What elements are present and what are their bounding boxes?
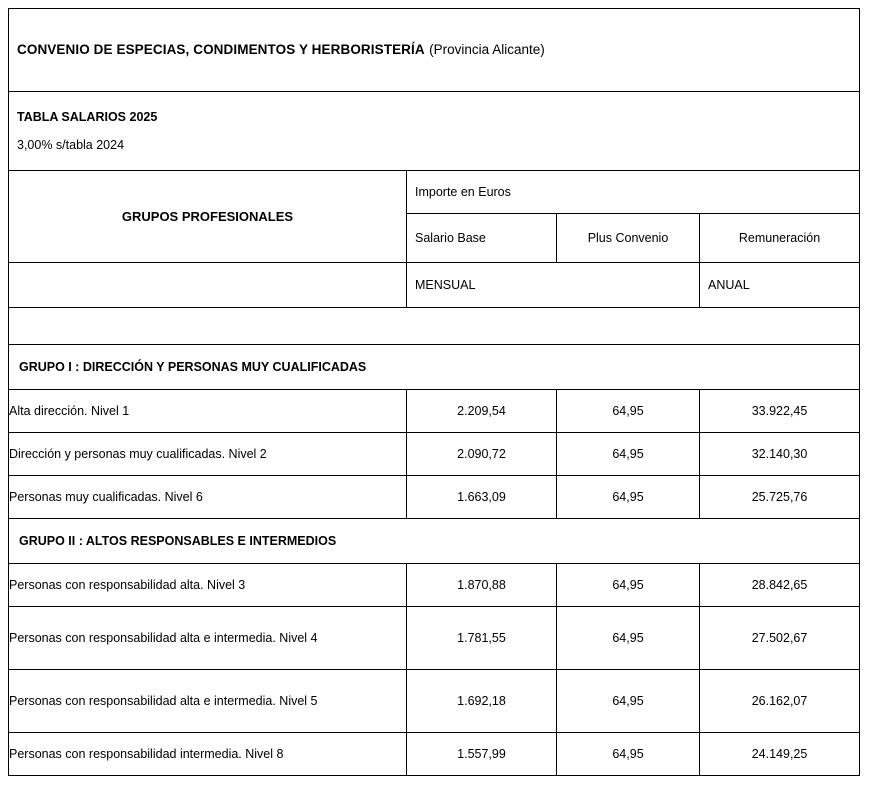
row-plus-convenio: 64,95 [557,390,700,433]
row-description: Personas con responsabilidad intermedia. Nivel 8 [9,733,407,776]
table-row [9,607,860,670]
table-row [9,564,860,607]
table-row [9,733,860,776]
row-plus-convenio: 64,95 [557,607,700,670]
group-heading-row [9,345,860,390]
row-annual-remuneration: 32.140,30 [700,433,860,476]
title-row [9,9,860,92]
row-base-salary: 1.692,18 [407,670,557,733]
row-plus-convenio: 64,95 [557,733,700,776]
row-description: Alta dirección. Nivel 1 [9,390,407,433]
row-annual-remuneration: 26.162,07 [700,670,860,733]
group-heading-row [9,519,860,564]
group-heading-cell [9,519,860,564]
header-amount-label: Importe en Euros [415,185,511,199]
table-label-row [9,92,860,171]
table-row [9,476,860,519]
row-base-salary: 1.870,88 [407,564,557,607]
row-description: Personas muy cualificadas. Nivel 6 [9,476,407,519]
header-col-base-label: Salario Base [415,231,486,245]
row-annual-remuneration: 27.502,67 [700,607,860,670]
row-base-salary: 1.781,55 [407,607,557,670]
spacer-cell [9,308,860,345]
row-plus-convenio: 64,95 [557,476,700,519]
row-description: Personas con responsabilidad alta e intermedia. Nivel 4 [9,607,407,670]
header-col-remuneration [700,214,860,263]
header-col-plus [557,214,700,263]
header-period-empty [9,263,407,308]
document-subtitle: (Provincia Alicante) [429,42,545,57]
row-plus-convenio: 64,95 [557,433,700,476]
header-groups-label: GRUPOS PROFESIONALES [121,209,294,224]
group-heading-label: GRUPO I : DIRECCIÓN Y PERSONAS MUY CUALIFICADAS [19,360,367,374]
row-base-salary: 2.090,72 [407,433,557,476]
group-heading-cell [9,345,860,390]
table-increment-note: 3,00% s/tabla 2024 [17,138,125,152]
header-period-annual [700,263,860,308]
header-period-row [9,263,860,308]
table-row [9,390,860,433]
row-annual-remuneration: 33.922,45 [700,390,860,433]
header-period-annual-label: ANUAL [708,278,750,292]
header-amount-row [9,171,860,214]
header-groups-cell [9,171,407,263]
row-annual-remuneration: 24.149,25 [700,733,860,776]
row-base-salary: 1.663,09 [407,476,557,519]
header-col-remuneration-label: Remuneración [738,231,821,245]
row-base-salary: 2.209,54 [407,390,557,433]
row-annual-remuneration: 25.725,76 [700,476,860,519]
salary-table [8,8,860,776]
row-description: Dirección y personas muy cualificadas. Nivel 2 [9,433,407,476]
header-period-monthly [407,263,700,308]
spacer-row [9,308,860,345]
document-title: CONVENIO DE ESPECIAS, CONDIMENTOS Y HERBORISTERÍA [17,42,425,57]
header-col-base [407,214,557,263]
table-row [9,433,860,476]
row-plus-convenio: 64,95 [557,670,700,733]
header-period-monthly-label: MENSUAL [415,278,476,292]
row-description: Personas con responsabilidad alta. Nivel 3 [9,564,407,607]
row-annual-remuneration: 28.842,65 [700,564,860,607]
row-plus-convenio: 64,95 [557,564,700,607]
title-cell [9,9,860,92]
row-base-salary: 1.557,99 [407,733,557,776]
header-col-plus-label: Plus Convenio [587,231,669,245]
row-description: Personas con responsabilidad alta e intermedia. Nivel 5 [9,670,407,733]
header-amount-cell [407,171,860,214]
table-year-label: TABLA SALARIOS 2025 [17,110,158,124]
table-label-cell [9,92,860,171]
document-page [0,8,875,811]
group-heading-label: GRUPO II : ALTOS RESPONSABLES E INTERMEDIOS [19,534,337,548]
table-row [9,670,860,733]
